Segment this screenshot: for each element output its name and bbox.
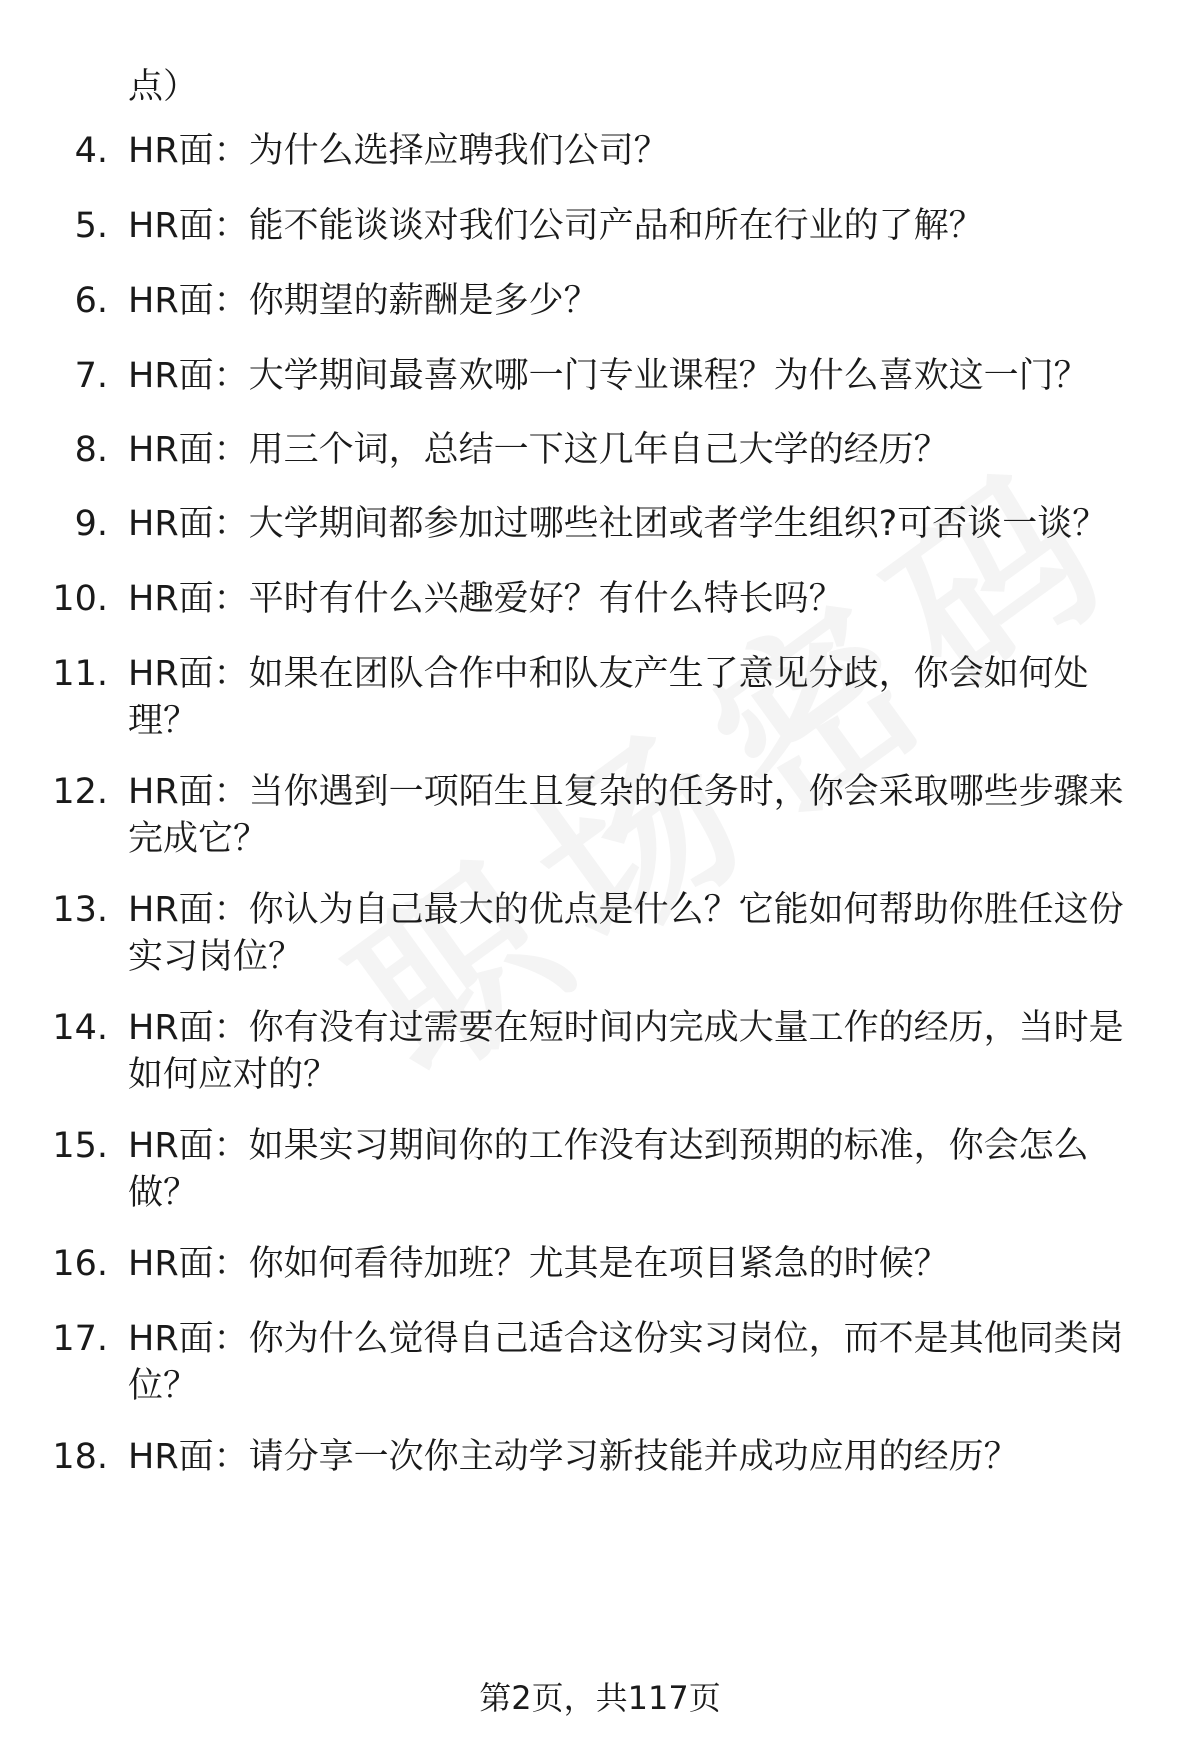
question-text: HR面：如果实习期间你的工作没有达到预期的标准，你会怎么做？ [128, 1126, 1089, 1213]
question-text: HR面：你有没有过需要在短时间内完成大量工作的经历，当时是如何应对的？ [128, 1008, 1124, 1095]
question-text: HR面：你期望的薪酬是多少？ [128, 281, 599, 321]
question-number: 5. [74, 206, 108, 246]
question-text: HR面：你如何看待加班？尤其是在项目紧急的时候？ [128, 1244, 949, 1284]
question-number: 13. [52, 890, 108, 930]
question-text: HR面：大学期间都参加过哪些社团或者学生组织?可否谈一谈？ [128, 504, 1108, 544]
question-number: 9. [74, 504, 108, 544]
question-number: 7. [74, 356, 108, 396]
question-text: HR面：平时有什么兴趣爱好？有什么特长吗？ [128, 579, 844, 619]
question-text: HR面：能不能谈谈对我们公司产品和所在行业的了解？ [128, 206, 984, 246]
question-number: 6. [74, 281, 108, 321]
question-text: HR面：请分享一次你主动学习新技能并成功应用的经历？ [128, 1437, 1019, 1477]
page-footer: 第2页，共117页 [479, 1679, 721, 1717]
question-number: 11. [52, 654, 108, 694]
question-number: 17. [52, 1319, 108, 1359]
question-text: HR面：用三个词，总结一下这几年自己大学的经历？ [128, 430, 949, 470]
question-number: 16. [52, 1244, 108, 1284]
question-number: 12. [52, 772, 108, 812]
question-text: HR面：你为什么觉得自己适合这份实习岗位，而不是其他同类岗位？ [128, 1319, 1124, 1406]
question-text: HR面：如果在团队合作中和队友产生了意见分歧，你会如何处理？ [128, 654, 1089, 741]
question-text: HR面：大学期间最喜欢哪一门专业课程？为什么喜欢这一门？ [128, 356, 1089, 396]
question-number: 8. [74, 430, 108, 470]
question-number: 10. [52, 579, 108, 619]
question-text: HR面：你认为自己最大的优点是什么？它能如何帮助你胜任这份实习岗位？ [128, 890, 1124, 977]
question-text: HR面：当你遇到一项陌生且复杂的任务时，你会采取哪些步骤来完成它？ [128, 772, 1124, 859]
question-number: 18. [52, 1437, 108, 1477]
question-number: 15. [52, 1126, 108, 1166]
question-text: HR面：为什么选择应聘我们公司？ [128, 131, 669, 171]
continued-text: 点） [128, 67, 199, 107]
question-number: 14. [52, 1008, 108, 1048]
question-number: 4. [74, 131, 108, 171]
